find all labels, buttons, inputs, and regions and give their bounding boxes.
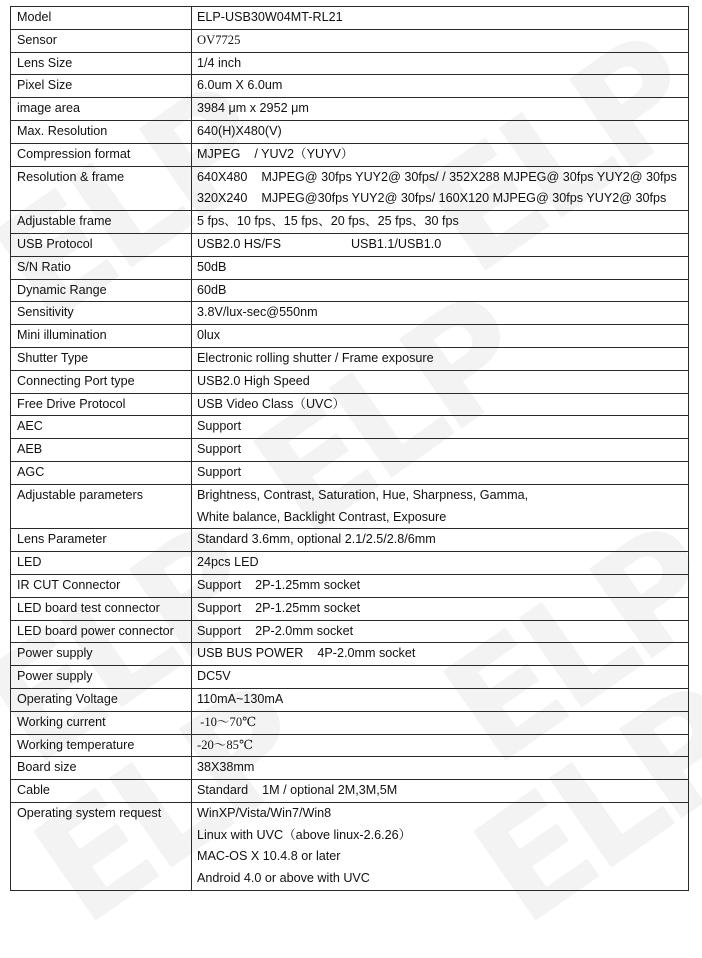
spec-row xyxy=(11,256,689,279)
spec-label: AEB xyxy=(11,439,192,462)
spec-row xyxy=(11,347,689,370)
spec-value-line: 640(H)X480(V) xyxy=(197,123,282,138)
spec-row xyxy=(11,574,689,597)
spec-value xyxy=(192,256,689,279)
spec-row xyxy=(11,211,689,234)
spec-label: LED board test connector xyxy=(11,597,192,620)
spec-value xyxy=(192,484,689,529)
spec-row xyxy=(11,370,689,393)
spec-label: Pixel Size xyxy=(11,75,192,98)
spec-row xyxy=(11,29,689,52)
spec-value-line: Standard 3.6mm, optional 2.1/2.5/2.8/6mm xyxy=(197,532,436,547)
spec-value xyxy=(192,461,689,484)
spec-value xyxy=(192,552,689,575)
spec-value xyxy=(192,666,689,689)
spec-row xyxy=(11,734,689,757)
spec-value-line: WinXP/Vista/Win7/Win8 xyxy=(197,805,332,820)
spec-row xyxy=(11,98,689,121)
spec-label: Compression format xyxy=(11,143,192,166)
spec-value-line: 38X38mm xyxy=(197,760,255,775)
spec-row xyxy=(11,416,689,439)
spec-value-line: MJPEG / YUV2（YUYV） xyxy=(197,146,354,161)
spec-value-line: Support xyxy=(197,464,242,479)
spec-value xyxy=(192,802,689,890)
spec-value-line: USB BUS POWER 4P-2.0mm socket xyxy=(197,646,416,661)
spec-label: Max. Resolution xyxy=(11,120,192,143)
spec-value-line: Support xyxy=(197,419,242,434)
spec-value-line: 320X240 MJPEG@30fps YUY2@ 30fps/ 160X120 MJPEG@ 30fps YUY2@ 30fps xyxy=(197,191,667,206)
spec-value-line: White balance, Backlight Contrast, Exposure xyxy=(197,509,447,524)
spec-row xyxy=(11,52,689,75)
spec-value xyxy=(192,75,689,98)
spec-row xyxy=(11,620,689,643)
spec-row xyxy=(11,802,689,890)
spec-label: Shutter Type xyxy=(11,347,192,370)
spec-value-line: 1/4 inch xyxy=(197,55,242,70)
spec-value xyxy=(192,98,689,121)
spec-value-line: USB2.0 HS/FS USB1.1/USB1.0 xyxy=(197,236,442,251)
spec-value-line: 3.8V/lux-sec@550nm xyxy=(197,305,318,320)
spec-label: Connecting Port type xyxy=(11,370,192,393)
spec-label: Cable xyxy=(11,780,192,803)
spec-value-line: 110mA~130mA xyxy=(197,691,284,706)
spec-value-line: DC5V xyxy=(197,669,231,684)
spec-label: Board size xyxy=(11,757,192,780)
spec-value-line: 60dB xyxy=(197,282,227,297)
spec-label: Dynamic Range xyxy=(11,279,192,302)
spec-row xyxy=(11,7,689,30)
spec-table xyxy=(10,6,689,891)
spec-row xyxy=(11,552,689,575)
spec-value xyxy=(192,211,689,234)
spec-value-line: -10～70℃ xyxy=(197,714,257,729)
spec-label: Power supply xyxy=(11,666,192,689)
spec-value-line: Support 2P-1.25mm socket xyxy=(197,600,361,615)
spec-value xyxy=(192,643,689,666)
spec-value xyxy=(192,166,689,211)
spec-value-line: 0lux xyxy=(197,328,221,343)
spec-row xyxy=(11,780,689,803)
spec-value xyxy=(192,416,689,439)
spec-value xyxy=(192,302,689,325)
spec-label: LED board power connector xyxy=(11,620,192,643)
spec-label: Lens Size xyxy=(11,52,192,75)
spec-row xyxy=(11,711,689,734)
spec-value-line: USB2.0 High Speed xyxy=(197,373,310,388)
spec-value-line: Electronic rolling shutter / Frame exposure xyxy=(197,350,434,365)
spec-label: AEC xyxy=(11,416,192,439)
spec-row xyxy=(11,143,689,166)
spec-label: Lens Parameter xyxy=(11,529,192,552)
spec-label: Free Drive Protocol xyxy=(11,393,192,416)
spec-value xyxy=(192,52,689,75)
spec-value xyxy=(192,780,689,803)
spec-value xyxy=(192,233,689,256)
spec-value-line: OV7725 xyxy=(197,32,241,47)
spec-value xyxy=(192,574,689,597)
spec-label: Operating system request xyxy=(11,802,192,890)
spec-label: S/N Ratio xyxy=(11,256,192,279)
spec-value xyxy=(192,597,689,620)
spec-value xyxy=(192,347,689,370)
spec-value-line: USB Video Class（UVC） xyxy=(197,396,346,411)
spec-value-line: Support 2P-2.0mm socket xyxy=(197,623,354,638)
spec-value-line: Standard 1M / optional 2M,3M,5M xyxy=(197,783,398,798)
spec-value-line: Linux with UVC（above linux-2.6.26） xyxy=(197,827,412,842)
spec-row xyxy=(11,484,689,529)
spec-label: Sensitivity xyxy=(11,302,192,325)
spec-label: USB Protocol xyxy=(11,233,192,256)
spec-value-line: 3984 μm x 2952 μm xyxy=(197,101,309,116)
spec-label: image area xyxy=(11,98,192,121)
spec-value-line: ELP-USB30W04MT-RL21 xyxy=(197,10,343,24)
spec-row xyxy=(11,120,689,143)
spec-row xyxy=(11,325,689,348)
spec-value xyxy=(192,29,689,52)
spec-value xyxy=(192,7,689,30)
spec-value xyxy=(192,370,689,393)
spec-value xyxy=(192,120,689,143)
spec-value-line: 640X480 MJPEG@ 30fps YUY2@ 30fps/ / 352X288 MJPEG@ 30fps YUY2@ 30fps xyxy=(197,169,677,184)
spec-row xyxy=(11,279,689,302)
spec-row xyxy=(11,439,689,462)
spec-label: LED xyxy=(11,552,192,575)
spec-value-line: Android 4.0 or above with UVC xyxy=(197,871,370,886)
spec-value xyxy=(192,734,689,757)
spec-value xyxy=(192,279,689,302)
spec-value-line: Brightness, Contrast, Saturation, Hue, Sharpness, Gamma, xyxy=(197,487,529,502)
spec-row xyxy=(11,643,689,666)
spec-value-line: 24pcs LED xyxy=(197,555,259,570)
spec-value xyxy=(192,757,689,780)
spec-row xyxy=(11,393,689,416)
spec-value xyxy=(192,439,689,462)
spec-table-body xyxy=(11,7,689,891)
spec-value-line: 6.0um X 6.0um xyxy=(197,78,283,93)
spec-value xyxy=(192,143,689,166)
spec-label: AGC xyxy=(11,461,192,484)
spec-row xyxy=(11,757,689,780)
spec-value-line: Support xyxy=(197,442,242,457)
spec-label: Resolution & frame xyxy=(11,166,192,211)
spec-label: Power supply xyxy=(11,643,192,666)
spec-row xyxy=(11,688,689,711)
spec-value-line: -20～85℃ xyxy=(197,737,254,752)
spec-value xyxy=(192,711,689,734)
spec-row xyxy=(11,666,689,689)
spec-label: Working temperature xyxy=(11,734,192,757)
spec-row xyxy=(11,529,689,552)
spec-label: Adjustable frame xyxy=(11,211,192,234)
spec-value-line: Support 2P-1.25mm socket xyxy=(197,577,361,592)
spec-value xyxy=(192,393,689,416)
spec-label: Model xyxy=(11,7,192,30)
spec-row xyxy=(11,302,689,325)
spec-value-line: 50dB xyxy=(197,259,227,274)
spec-label: Operating Voltage xyxy=(11,688,192,711)
spec-value xyxy=(192,620,689,643)
spec-row xyxy=(11,461,689,484)
spec-value xyxy=(192,529,689,552)
spec-label: Working current xyxy=(11,711,192,734)
spec-label: IR CUT Connector xyxy=(11,574,192,597)
spec-label: Sensor xyxy=(11,29,192,52)
spec-value xyxy=(192,688,689,711)
spec-row xyxy=(11,166,689,211)
spec-value-line: MAC-OS X 10.4.8 or later xyxy=(197,849,341,864)
spec-value xyxy=(192,325,689,348)
spec-value-line: 5 fps、10 fps、15 fps、20 fps、25 fps、30 fps xyxy=(197,214,459,229)
spec-row xyxy=(11,75,689,98)
spec-label: Adjustable parameters xyxy=(11,484,192,529)
spec-label: Mini illumination xyxy=(11,325,192,348)
spec-row xyxy=(11,233,689,256)
spec-row xyxy=(11,597,689,620)
